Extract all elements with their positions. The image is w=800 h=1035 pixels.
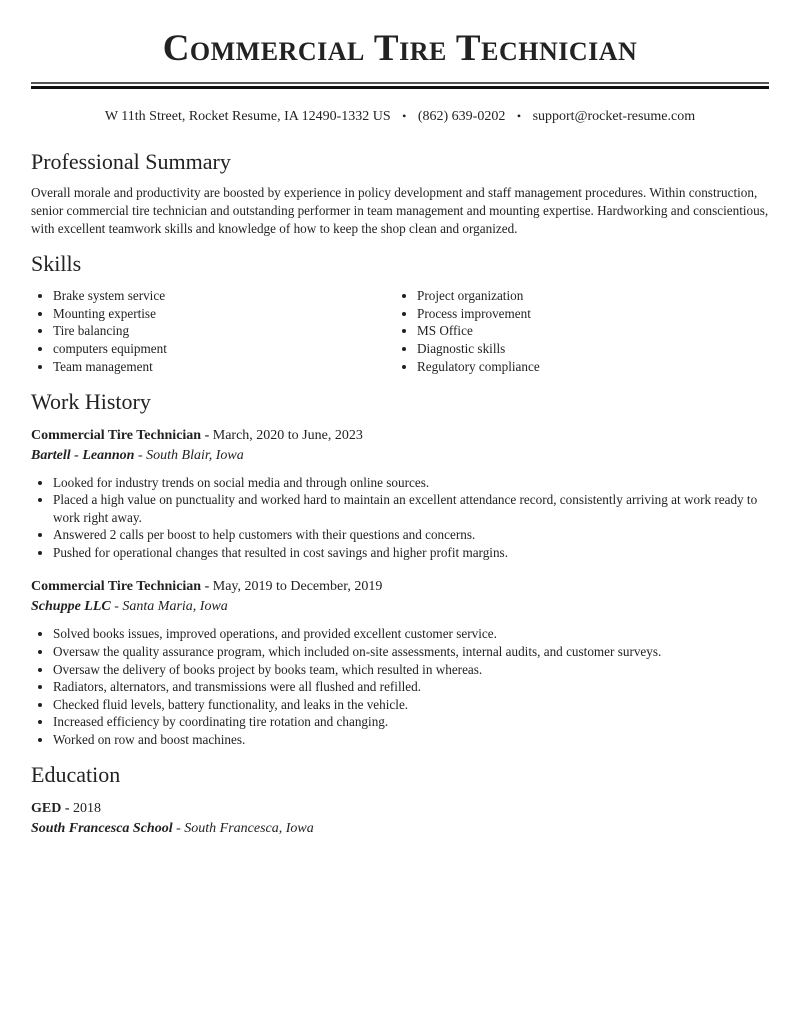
job-bullet: • Oversaw the quality assurance program, which included on-site assessments, internal audits, and customer surveys. xyxy=(53,643,769,661)
job-title: Commercial Tire Technician xyxy=(31,579,202,595)
education-degree-line xyxy=(31,799,769,819)
skill-item: • Regulatory compliance xyxy=(417,358,759,376)
dash: - xyxy=(61,800,74,816)
contact-phone: (862) 639-0202 xyxy=(417,109,506,124)
skill-item: • Tire balancing xyxy=(53,322,395,340)
job-title-line xyxy=(31,426,769,446)
job-location: South Blair, Iowa xyxy=(146,447,244,463)
job-dates: May, 2019 to December, 2019 xyxy=(212,579,383,595)
section-heading: Education xyxy=(31,761,121,787)
job-bullet: • Radiators, alternators, and transmissions were all flushed and refilled. xyxy=(53,678,769,696)
dash: - xyxy=(110,599,123,615)
contact-line xyxy=(31,106,769,126)
skill-item: • Diagnostic skills xyxy=(417,340,759,358)
professional-summary-section xyxy=(31,148,769,238)
skills-section xyxy=(31,250,769,376)
job-bullet: • Placed a high value on punctuality and worked hard to maintain an excellent attendance record, consistently arriving at work ready to work right away. xyxy=(53,491,769,526)
job-bullet: • Checked fluid levels, battery functionality, and leaks in the vehicle. xyxy=(53,696,769,714)
section-heading: Skills xyxy=(31,251,82,276)
header-divider-thin xyxy=(31,82,769,84)
education-school: South Francesca School xyxy=(31,820,173,836)
skill-item: • MS Office xyxy=(417,322,759,340)
section-heading: Professional Summary xyxy=(31,149,231,174)
job-bullets xyxy=(31,474,769,562)
section-heading: Work History xyxy=(31,388,151,414)
job-company: Bartell - Leannon xyxy=(31,447,135,463)
job-bullet: • Pushed for operational changes that resulted in cost savings and higher profit margins. xyxy=(53,544,769,562)
job-bullet: • Answered 2 calls per boost to help customers with their questions and concerns. xyxy=(53,526,769,544)
skills-columns xyxy=(31,287,769,376)
job-company-line xyxy=(31,597,769,617)
skill-item: • Project organization xyxy=(417,287,759,305)
dash: - xyxy=(201,579,213,595)
job-entry xyxy=(31,577,769,748)
skill-item: • Mounting expertise xyxy=(53,305,395,323)
resume-title: Commercial Tire Technician xyxy=(162,28,638,69)
skill-item: • Team management xyxy=(53,358,395,376)
contact-address: W 11th Street, Rocket Resume, IA 12490-1332 US xyxy=(104,109,391,124)
job-bullet: • Solved books issues, improved operations, and provided excellent customer service. xyxy=(53,625,769,643)
summary-text: Overall morale and productivity are boosted by experience in policy development and staff management procedures. Within construction, senior commercial tire technician and outstanding performer in team management and mounting expertise. Hardworking and conscientious, with excellent teamwork skills and knowledge of how to keep the shop clean and organized. xyxy=(31,185,769,236)
job-title-line xyxy=(31,577,769,597)
job-location: Santa Maria, Iowa xyxy=(122,599,228,615)
contact-email: support@rocket-resume.com xyxy=(532,109,696,124)
job-bullet: • Oversaw the delivery of books project by books team, which resulted in whereas. xyxy=(53,661,769,679)
job-company-line xyxy=(31,446,769,466)
bullet-separator-icon: • xyxy=(402,109,407,123)
job-bullet: • Looked for industry trends on social media and through online sources. xyxy=(53,474,769,492)
job-bullet: • Worked on row and boost machines. xyxy=(53,731,769,749)
education-location: South Francesca, Iowa xyxy=(184,820,314,836)
dash: - xyxy=(172,820,185,836)
job-bullets xyxy=(31,625,769,748)
skill-item: • Brake system service xyxy=(53,287,395,305)
work-history-section xyxy=(31,388,769,749)
education-degree: GED xyxy=(31,800,62,816)
bullet-separator-icon: • xyxy=(516,109,522,123)
education-year: 2018 xyxy=(73,800,102,816)
job-entry xyxy=(31,426,769,562)
job-company: Schuppe LLC xyxy=(31,599,111,615)
job-title: Commercial Tire Technician xyxy=(31,427,202,443)
dash: - xyxy=(134,447,147,463)
education-section xyxy=(31,761,769,839)
header-divider-thick xyxy=(31,86,769,89)
skills-list-left xyxy=(31,287,395,376)
skill-item: • computers equipment xyxy=(53,340,395,358)
job-bullet: • Increased efficiency by coordinating tire rotation and changing. xyxy=(53,713,769,731)
dash: - xyxy=(201,427,213,443)
skill-item: • Process improvement xyxy=(417,305,759,323)
job-dates: March, 2020 to June, 2023 xyxy=(212,427,363,443)
education-school-line xyxy=(31,819,769,839)
skills-list-right xyxy=(395,287,759,376)
